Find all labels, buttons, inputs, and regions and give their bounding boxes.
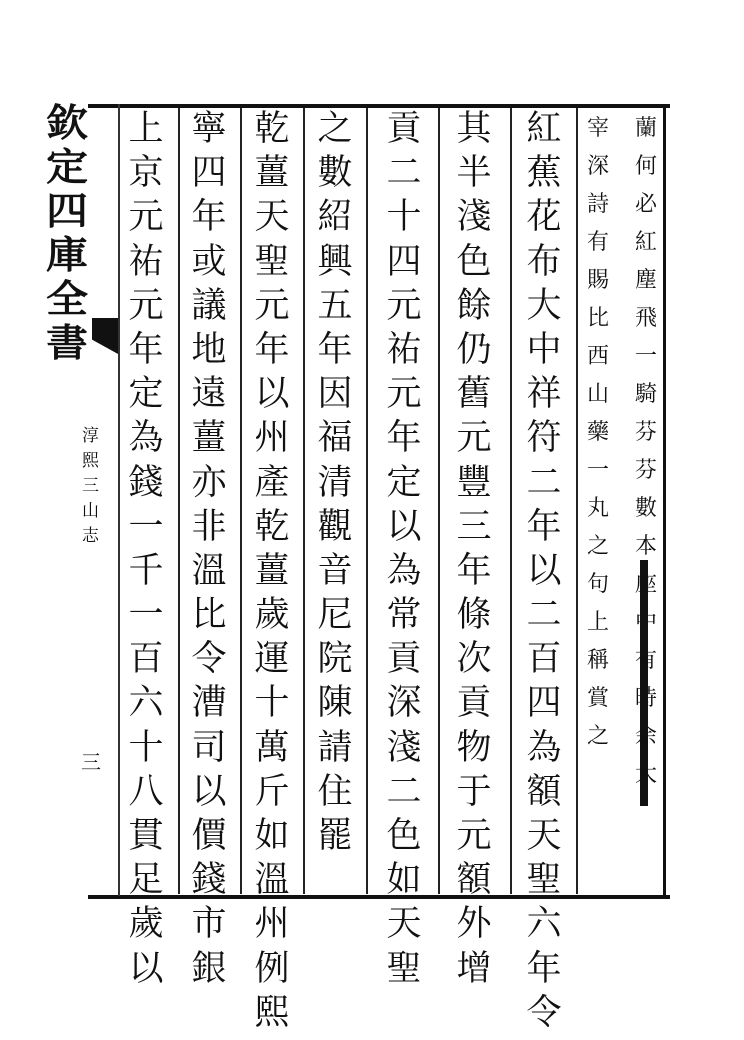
character: 天	[386, 904, 422, 945]
character: 稱	[586, 648, 609, 673]
character: 地	[191, 329, 227, 370]
character: 足	[128, 860, 164, 901]
character: 紹	[317, 197, 353, 238]
character: 音	[317, 550, 353, 591]
character: 州	[254, 904, 290, 945]
character: 淺	[386, 727, 422, 768]
character: 以	[128, 948, 164, 989]
character: 陳	[317, 683, 353, 724]
character: 薑	[254, 550, 290, 591]
text-column-9	[121, 109, 171, 996]
column-rule	[366, 108, 368, 894]
character: 為	[526, 727, 562, 768]
character: 宰	[586, 116, 609, 141]
character: 薑	[191, 418, 227, 459]
character: 花	[526, 197, 562, 238]
character: 四	[191, 153, 227, 194]
character: 座	[634, 572, 657, 597]
character: 騎	[634, 382, 657, 407]
character: 溫	[254, 860, 290, 901]
character: 萬	[254, 727, 290, 768]
character: 深	[386, 683, 422, 724]
character: 塵	[634, 268, 657, 293]
character: 元	[128, 197, 164, 238]
column-rule	[303, 108, 305, 894]
character: 寧	[191, 109, 227, 149]
collection-title-char: 全	[46, 276, 88, 321]
character: 比	[586, 306, 609, 331]
character: 數	[317, 153, 353, 194]
character: 丸	[586, 496, 609, 521]
character: 物	[456, 727, 492, 768]
page-number: 三	[81, 750, 101, 774]
character: 斤	[254, 771, 290, 812]
character: 令	[191, 639, 227, 680]
character: 百	[128, 639, 164, 680]
character: 紅	[634, 230, 657, 255]
character: 十	[386, 197, 422, 238]
character: 元	[254, 285, 290, 326]
character: 山	[586, 382, 609, 407]
character: 年	[191, 197, 227, 238]
character: 一	[128, 595, 164, 636]
character: 院	[317, 639, 353, 680]
character: 次	[456, 639, 492, 680]
character: 之	[586, 534, 609, 559]
character: 興	[317, 241, 353, 282]
character: 舊	[456, 374, 492, 415]
character: 額	[526, 771, 562, 812]
character: 增	[456, 948, 492, 989]
collection-title-char: 庫	[46, 232, 88, 277]
character: 定	[128, 374, 164, 415]
character: 熙	[254, 992, 290, 1033]
book-title-char: 熙	[82, 451, 99, 471]
margin-divider	[118, 104, 120, 896]
character: 十	[254, 683, 290, 724]
character: 尼	[317, 595, 353, 636]
character: 藥	[586, 420, 609, 445]
character: 銀	[191, 948, 227, 989]
character: 亦	[191, 462, 227, 503]
character: 深	[586, 154, 609, 179]
character: 一	[634, 344, 657, 369]
character: 罷	[317, 816, 353, 856]
character: 八	[128, 771, 164, 812]
book-title-char: 淳	[82, 426, 99, 446]
character: 祥	[526, 374, 562, 415]
character: 六	[526, 904, 562, 945]
character: 年	[456, 550, 492, 591]
character: 大	[634, 762, 657, 787]
character: 州	[254, 418, 290, 459]
character: 句	[586, 572, 609, 597]
character: 何	[634, 154, 657, 179]
character: 常	[386, 595, 422, 636]
frame-right-border	[663, 104, 666, 897]
character: 請	[317, 727, 353, 768]
character: 色	[456, 241, 492, 282]
book-title-char: 三	[82, 476, 99, 496]
character: 條	[456, 595, 492, 636]
column-rule	[510, 108, 512, 894]
character: 西	[586, 344, 609, 369]
character: 中	[526, 329, 562, 370]
character: 豐	[456, 462, 492, 503]
character: 清	[317, 462, 353, 503]
fishtail-mark-icon	[92, 318, 118, 354]
character: 乾	[254, 506, 290, 547]
character: 運	[254, 639, 290, 680]
character: 蕉	[526, 153, 562, 194]
collection-title-char: 四	[46, 188, 88, 233]
character: 為	[386, 550, 422, 591]
character: 二	[526, 595, 562, 636]
character: 住	[317, 771, 353, 812]
character: 溫	[191, 550, 227, 591]
character: 歲	[128, 904, 164, 945]
character: 時	[634, 686, 657, 711]
character: 元	[456, 418, 492, 459]
character: 觀	[317, 506, 353, 547]
character: 色	[386, 816, 422, 856]
character: 乾	[254, 109, 290, 149]
character: 例	[254, 948, 290, 989]
character: 六	[128, 683, 164, 724]
character: 貫	[128, 816, 164, 856]
character: 天	[254, 197, 290, 238]
character: 本	[634, 534, 657, 559]
character: 元	[386, 285, 422, 326]
character: 詩	[586, 192, 609, 217]
character: 四	[386, 241, 422, 282]
character: 產	[254, 462, 290, 503]
character: 如	[254, 816, 290, 856]
character: 貢	[456, 683, 492, 724]
character: 之	[317, 109, 353, 149]
character: 年	[254, 329, 290, 370]
character: 因	[317, 374, 353, 415]
character: 餘	[456, 285, 492, 326]
character: 以	[254, 374, 290, 415]
character: 之	[586, 724, 609, 749]
character: 數	[634, 496, 657, 521]
character: 有	[634, 648, 657, 673]
character: 二	[386, 771, 422, 812]
character: 福	[317, 418, 353, 459]
character: 有	[586, 230, 609, 255]
character: 聖	[254, 241, 290, 282]
character: 上	[586, 610, 609, 635]
character: 聖	[526, 860, 562, 901]
character: 或	[191, 241, 227, 282]
text-column-1	[631, 118, 661, 802]
character: 大	[526, 285, 562, 326]
text-column-3	[519, 109, 569, 1040]
character: 芬	[634, 420, 657, 445]
book-title	[82, 428, 99, 553]
character: 祐	[128, 241, 164, 282]
character: 千	[128, 550, 164, 591]
character: 淺	[456, 197, 492, 238]
character: 議	[191, 285, 227, 326]
character: 紅	[526, 109, 562, 149]
character: 半	[456, 153, 492, 194]
character: 年	[526, 948, 562, 989]
character: 十	[128, 727, 164, 768]
character: 以	[526, 550, 562, 591]
character: 價	[191, 816, 227, 856]
character: 余	[634, 724, 657, 749]
character: 為	[128, 418, 164, 459]
character: 令	[526, 992, 562, 1033]
character: 司	[191, 727, 227, 768]
character: 貢	[386, 639, 422, 680]
character: 二	[526, 462, 562, 503]
character: 其	[456, 109, 492, 149]
character: 貢	[386, 109, 422, 149]
text-column-6	[310, 109, 360, 863]
character: 以	[191, 771, 227, 812]
text-column-5	[379, 109, 429, 996]
character: 以	[386, 506, 422, 547]
character: 歲	[254, 595, 290, 636]
character: 賞	[586, 686, 609, 711]
character: 漕	[191, 683, 227, 724]
character: 天	[526, 816, 562, 856]
character: 元	[128, 285, 164, 326]
character: 中	[634, 610, 657, 635]
character: 仍	[456, 329, 492, 370]
character: 年	[317, 329, 353, 370]
character: 年	[526, 506, 562, 547]
collection-title	[46, 100, 88, 368]
character: 錢	[191, 860, 227, 901]
character: 比	[191, 595, 227, 636]
character: 京	[128, 153, 164, 194]
character: 元	[386, 374, 422, 415]
column-rule	[576, 108, 578, 894]
text-column-2	[583, 118, 613, 764]
character: 外	[456, 904, 492, 945]
collection-title-char: 書	[46, 320, 88, 365]
column-rule	[438, 108, 440, 894]
character: 蘭	[634, 116, 657, 141]
character: 祐	[386, 329, 422, 370]
character: 聖	[386, 948, 422, 989]
character: 百	[526, 639, 562, 680]
character: 上	[128, 109, 164, 149]
character: 年	[128, 329, 164, 370]
character: 三	[456, 506, 492, 547]
column-rule	[240, 108, 242, 894]
book-title-char: 山	[82, 501, 99, 521]
character: 遠	[191, 374, 227, 415]
character: 年	[386, 418, 422, 459]
character: 如	[386, 860, 422, 901]
text-column-7	[247, 109, 297, 1040]
column-rule	[178, 108, 180, 894]
character: 五	[317, 285, 353, 326]
text-column-4	[449, 109, 499, 996]
character: 芬	[634, 458, 657, 483]
character: 元	[456, 816, 492, 856]
character: 于	[456, 771, 492, 812]
character: 必	[634, 192, 657, 217]
character: 一	[586, 458, 609, 483]
character: 市	[191, 904, 227, 945]
frame-top-border	[88, 104, 670, 108]
character: 薑	[254, 153, 290, 194]
collection-title-char: 定	[46, 144, 88, 189]
character: 錢	[128, 462, 164, 503]
character: 四	[526, 683, 562, 724]
character: 飛	[634, 306, 657, 331]
character: 額	[456, 860, 492, 901]
character: 布	[526, 241, 562, 282]
character: 賜	[586, 268, 609, 293]
text-column-8	[184, 109, 234, 996]
collection-title-char: 欽	[46, 100, 88, 145]
character: 非	[191, 506, 227, 547]
character: 二	[386, 153, 422, 194]
book-title-char: 志	[82, 526, 99, 546]
character: 一	[128, 506, 164, 547]
character: 符	[526, 418, 562, 459]
character: 定	[386, 462, 422, 503]
